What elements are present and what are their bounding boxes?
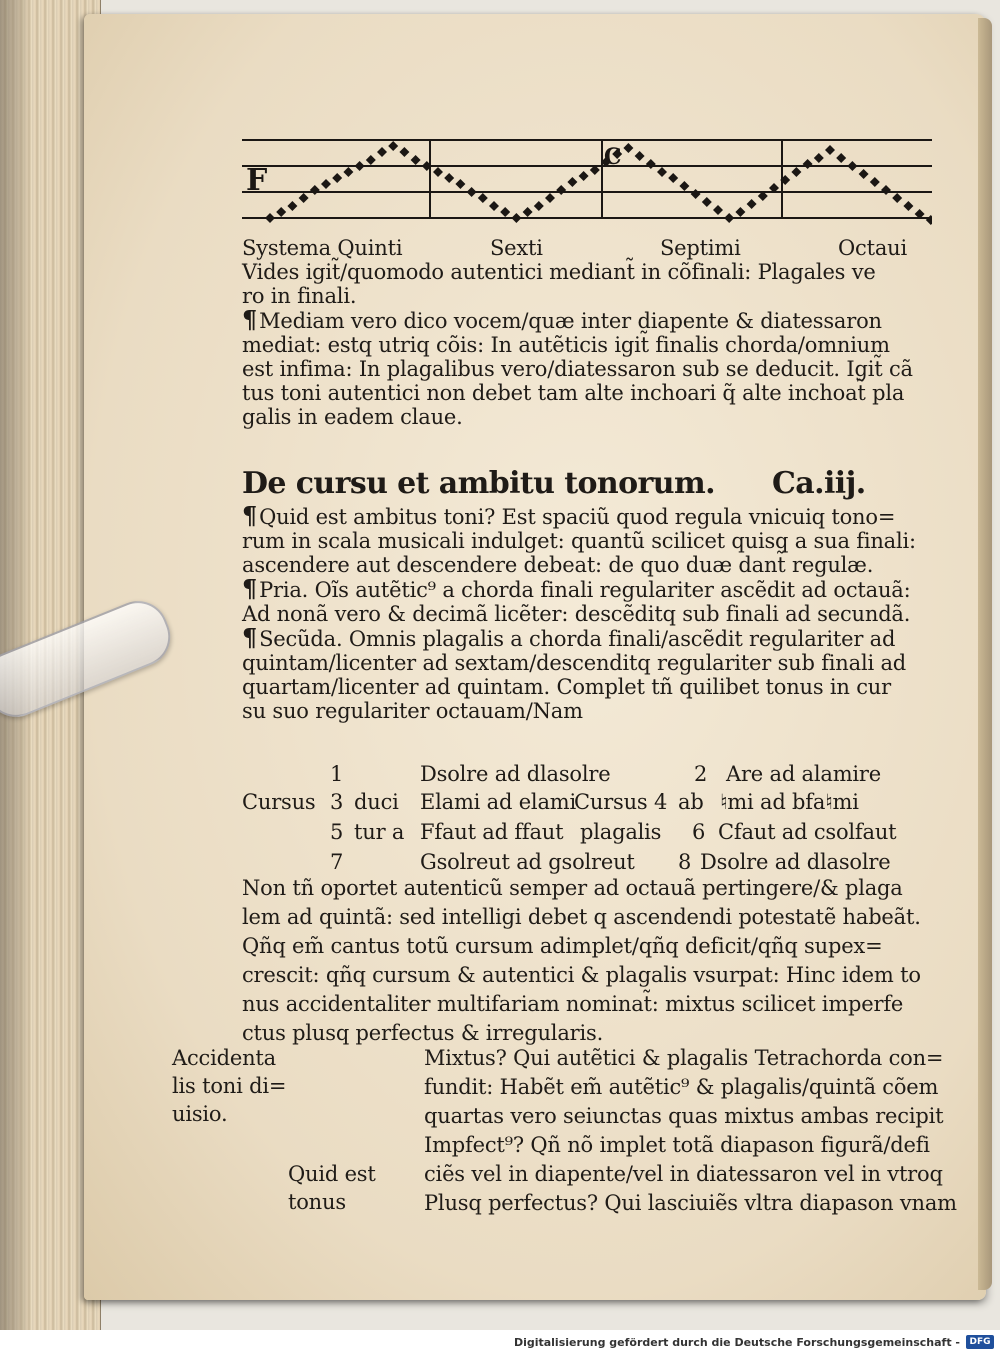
neume-note	[377, 147, 387, 157]
neume-note	[500, 207, 510, 217]
row-text: Are ad alamire	[726, 762, 881, 786]
neume-note	[635, 151, 645, 161]
margin-note-2: Quid est tonus	[288, 1162, 376, 1214]
clef-c: C	[604, 144, 622, 170]
row-text: Dsolre ad dlasolre	[420, 762, 611, 786]
neume-note	[287, 201, 297, 211]
paragraph-4: Mixtus? Qui autẽtici & plagalis Tetrachorda con= fundit: Habẽt em̃ autẽtic⁹ & plagalis/quintã cõem quartas vero seiunctas quas mixtus ambas recipit Impfect⁹? Qñ nõ implet totã diapason figurã/defi ciẽs vel in diapente/vel in diatessaron vel in vtroq Plusq perfectus? Qui lasciuiẽs vltra diapason vnam	[424, 1046, 957, 1215]
neume-note	[444, 173, 454, 183]
neume-note	[859, 169, 869, 179]
neume-note	[355, 161, 365, 171]
music-staff	[242, 132, 932, 240]
chapter-number: Ca.iij.	[772, 466, 866, 501]
neume-note	[724, 213, 734, 223]
neume-note	[825, 145, 835, 155]
neume-note	[646, 159, 656, 169]
neume-note	[847, 161, 857, 171]
cursus-right-label: Cursus	[574, 790, 648, 814]
neume-note	[276, 207, 286, 217]
footer-bar	[0, 1330, 1000, 1355]
footer-credit: Digitalisierung gefördert durch die Deutsche Forschungsgemeinschaft -	[513, 1336, 960, 1349]
neume-note	[657, 167, 667, 177]
neume-note	[814, 153, 824, 163]
chapter-heading: De cursu et ambitu tonorum.	[242, 466, 715, 501]
paragraph-1: Vides igit̃/quomodo autentici mediant̃ in cõfinali: Plagales ve ro in finali. ¶Mediam vero dico vocem/quæ inter diapente & diatessaron mediat: estq utriq cõis: In autẽticis igit̃ finalis chorda/omnium est infima: In plagalibus vero/diatessaron sub se deducit. Igit̃ cã tus toni autentici non debet tam alte inchoari q̃ alte inchoat̃ pla galis in eadem claue.	[242, 260, 913, 429]
clef-f: F	[246, 163, 268, 198]
dfg-logo: DFG	[966, 1335, 994, 1349]
mid-word-1: duci	[354, 790, 399, 814]
neume-note	[881, 185, 891, 195]
neume-note	[399, 147, 409, 157]
neume-note	[836, 153, 846, 163]
staff-label-sexti: Sexti	[490, 236, 543, 260]
row-number: 5	[330, 820, 344, 844]
book-page	[84, 14, 986, 1300]
row-text: ♮mi ad bfa♮mi	[720, 790, 859, 814]
neume-note	[343, 167, 353, 177]
staff-label-octaui: Octaui	[838, 236, 907, 260]
neume-note	[321, 179, 331, 189]
neume-note	[478, 193, 488, 203]
neume-note	[679, 181, 689, 191]
right-word-1: ab	[678, 790, 704, 814]
modes-table	[242, 762, 962, 882]
neume-note	[388, 141, 398, 151]
row-number: 3	[330, 790, 344, 814]
neume-note	[735, 207, 745, 217]
neume-note	[903, 201, 913, 211]
neume-note	[892, 193, 902, 203]
row-number: 4	[654, 790, 668, 814]
margin-note-1: Accidenta lis toni di= uisio.	[172, 1046, 287, 1126]
neume-note	[623, 143, 633, 153]
neume-note	[567, 177, 577, 187]
row-text: Elami ad elami	[420, 790, 577, 814]
right-word-2: plagalis	[580, 820, 662, 844]
neume-note	[870, 177, 880, 187]
neume-note	[791, 167, 801, 177]
neume-note	[455, 179, 465, 189]
neume-note	[713, 205, 723, 215]
neume-note	[366, 155, 376, 165]
neume-note	[511, 213, 521, 223]
staff-label-septimi: Septimi	[660, 236, 741, 260]
neume-note	[579, 171, 589, 181]
neume-note	[545, 193, 555, 203]
neume-note	[926, 215, 932, 225]
mid-word-2: tur a	[354, 820, 405, 844]
neume-note	[523, 207, 533, 217]
row-text: Ffaut ad ffaut	[420, 820, 564, 844]
neume-note	[299, 193, 309, 203]
page-edge	[978, 18, 992, 1290]
row-text: Cfaut ad csolfaut	[718, 820, 897, 844]
row-text: Dsolre ad dlasolre	[700, 850, 891, 874]
neume-note	[433, 167, 443, 177]
row-text: Gsolreut ad gsolreut	[420, 850, 635, 874]
row-number: 6	[692, 820, 706, 844]
row-number: 1	[330, 762, 344, 786]
paragraph-2: ¶Quid est ambitus toni? Est spaciũ quod regula vnicuiq tono= rum in scala musicali indulget: quantũ scilicet quisq a sua finali: ascendere aut descendere debeat: de quo duæ dant̃ regulæ. ¶Pria. Oĩs autẽtic⁹ a chorda finali regulariter ascẽdit ad octauã: Ad nonã vero & decimã licẽter: descẽditq sub finali ad secundã. ¶Secũda. Omnis plagalis a chorda finali/ascẽdit regulariter ad quintam/licenter ad sextam/descenditq regulariter sub finali ad quartam/licenter ad quintam. Complet tñ quilibet tonus in cur su suo regulariter octauam/Nam	[242, 501, 916, 723]
neume-note	[411, 155, 421, 165]
neume-note	[702, 197, 712, 207]
staff-label-quinti: Systema Quinti	[242, 236, 403, 260]
neume-note	[310, 185, 320, 195]
neume-note	[489, 201, 499, 211]
row-number: 8	[678, 850, 692, 874]
neume-note	[332, 173, 342, 183]
cursus-left-label: Cursus	[242, 790, 316, 814]
row-number: 7	[330, 850, 344, 874]
neume-note	[803, 159, 813, 169]
neume-note	[556, 185, 566, 195]
neume-note	[691, 189, 701, 199]
paragraph-3: Non tñ oportet autenticũ semper ad octauã pertingere/& plaga lem ad quintã: sed intelligi debet q ascendendi potestatẽ habeãt. Qñq em̃ cantus totũ cursum adimplet/qñq deficit/qñq supex= crescit: qñq cursum & autentici & plagalis vsurpat: Hinc idem to nus accidentaliter multifariam nominat̃: mixtus scilicet imperfe ctus plusq perfectus & irregularis.	[242, 876, 921, 1045]
neume-note	[534, 201, 544, 211]
neume-note	[265, 213, 275, 223]
neume-note	[668, 173, 678, 183]
row-number: 2	[694, 762, 708, 786]
neume-note	[747, 199, 757, 209]
neume-note	[467, 187, 477, 197]
